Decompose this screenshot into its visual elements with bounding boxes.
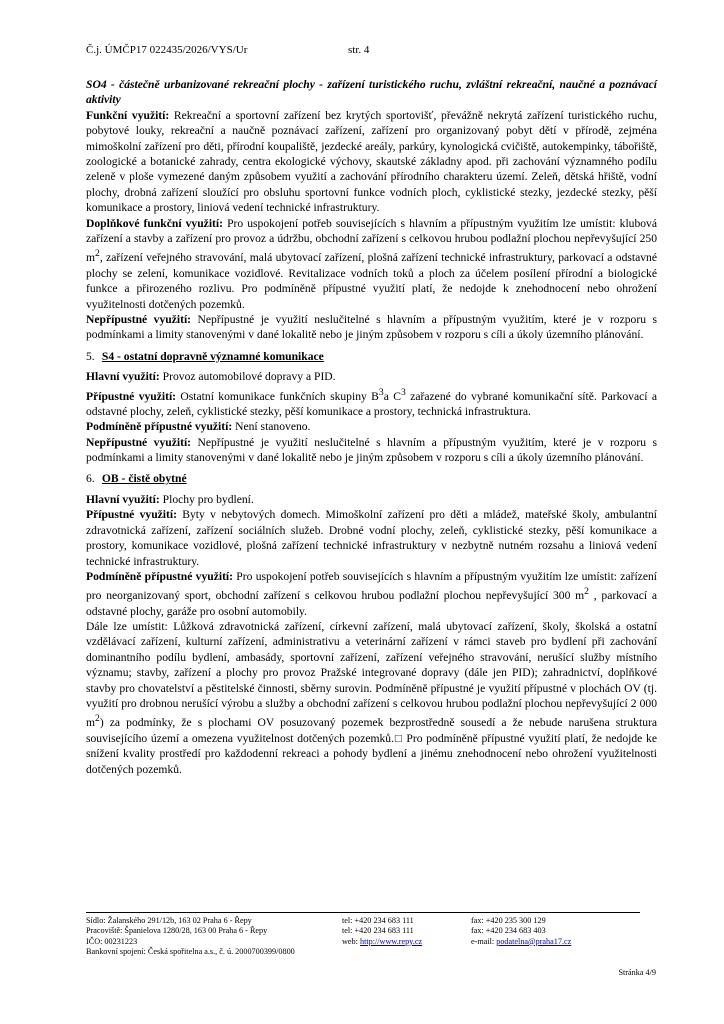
- footer-address-column: [86, 916, 295, 958]
- ob-podminene-text-a: Pro uspokojení potřeb souvisejících s hlavním a přípustným využitím lze umístit: zařízení pro neorganizovaný sport, obchodní zařízení s celkovou hrubou podlažní plochou nepřevyšující 300 m: [86, 569, 657, 603]
- so4-funkcni-label: Funkční využití:: [86, 108, 170, 122]
- s4-podminene-text: Není stanoveno.: [232, 420, 311, 434]
- s4-podminene-paragraph: [86, 419, 657, 434]
- s4-pripustne-text-b: a C: [383, 389, 402, 403]
- so4-nepripustne-label: Nepřípustné využití:: [86, 312, 192, 326]
- ob-dale-paragraph: [86, 619, 657, 777]
- document-body: [86, 77, 657, 777]
- so4-nepripustne-paragraph: [86, 312, 657, 343]
- footer-email-link[interactable]: podatelna@praha17.cz: [496, 936, 572, 946]
- footer-sidlo: Sídlo: Žalanského 291/12b, 163 02 Praha 6 - Řepy: [86, 916, 252, 925]
- s4-pripustne-sup-1: 3: [378, 386, 384, 398]
- ob-dale-text-b: ) za podmínky, že s plochami OV posuzovaný pozemek bezprostředně sousedí a že nebude narušena struktura souvisejícího území a omezena využitelnost dotčených pozemků.□ Pro podmíněně přípustné využití platí, že nedojde ke snížení kvality prostředí pro každodenní rekreaci a pohody bydlení a jinému znehodnocení nebo ohrožení využitelnosti dotčených pozemků.: [86, 716, 657, 776]
- footer-web-label: web:: [342, 936, 360, 946]
- footer-web: [342, 937, 422, 947]
- ob-pripustne-label: Přípustné využití:: [86, 508, 177, 522]
- ob-podminene-paragraph: [86, 569, 657, 619]
- s4-hlavni-paragraph: [86, 369, 657, 384]
- ob-podminene-sup: 2: [584, 586, 589, 598]
- page-number-top: str. 4: [348, 44, 370, 56]
- ob-hlavni-paragraph: [86, 492, 657, 507]
- so4-funkcni-text: Rekreační a sportovní zařízení bez krytých sportovišť, převážně nekrytá zařízení turistického ruchu, pobytové louky, rekreační a naučně poznávací zařízení, zařízení pro organizovaný pobyt dětí v přírodě, zejména mimoškolní zařízení pro děti, přírodní koupaliště, jezdecké areály, parkúry, kynologická cvičiště, autokempinky, tábořiště, zoologické a botanické zahrady, centra ekologické výchovy, skautské základny apod. při zachování významného podílu zeleně v ploše vymezené daným způsobem využití a zachování přírodního charakteru území. Zeleň, dětská hřiště, vodní plochy, drobná zařízení sloužící pro obsluhu sportovní funkce vodních ploch, cyklistické stezky, jezdecké stezky, pěší komunikace a prostory, liniová vedení technické infrastruktury.: [86, 108, 657, 215]
- s4-pripustne-label: Přípustné využití:: [86, 389, 177, 403]
- footer-web-link[interactable]: http://www.repy.cz: [359, 936, 423, 946]
- so4-title: SO4 - částečně urbanizované rekreační plochy - zařízení turistického ruchu, zvláštní rekreační, naučné a poznávací aktivity: [86, 78, 657, 107]
- ob-dale-text-a: Dále lze umístit: Lůžková zdravotnická zařízení, církevní zařízení, malá ubytovací zařízení, školy, školská a ostatní vzdělávací zařízení, kulturní zařízení, administrativu a veterinární zařízení v rámci staveb pro bydlení při zachování dominantního podílu bydlení, ambasády, sportovní zařízení, zařízení veřejného stravování, nerušící služby místního významu; stavby, zařízení a plochy pro provoz Pražské integrované dopravy (dále jen PID); zahradnictví, doplňkové stavby pro chovatelství a pěstitelské činnosti, sběrny surovin. Podmíněně přípustné je využití přípustné v plochách OV (tj. využití pro drobnou nerušící výrobu a služby a obchodní zařízení s celkovou hrubou podlažní plochou nepřevyšující 2 000 m: [86, 619, 657, 730]
- so4-doplnkove-text-b: , zařízení veřejného stravování, malá ubytovací zařízení, plošná zařízení technické infrastruktury, parkovací a odstavné plochy se zelení, komunikace vozidlové. Revitalizace vodních toků a ploch za účelem posílení přírodní a biologické funkce a přirozeného rozlivu. Pro podmíněně přípustné využití platí, že nedojde k znehodnocení nebo ohrožení využitelnosti dotčených pozemků.: [86, 251, 657, 311]
- s4-nepripustne-paragraph: [86, 435, 657, 466]
- s4-hlavni-text: Provoz automobilové dopravy a PID.: [159, 370, 336, 384]
- footer-fax-1: fax: +420 235 300 129: [471, 916, 546, 925]
- footer-bank: Bankovní spojení: Česká spořitelna a.s., č. ú. 2000700399/0800: [86, 947, 295, 957]
- footer-fax-2: fax: +420 234 683 403: [471, 926, 546, 936]
- footer-fax-column: [471, 916, 571, 947]
- s4-number: 5.: [86, 349, 95, 363]
- s4-podminene-label: Podmíněně přípustné využití:: [86, 420, 233, 434]
- footer-divider: [86, 912, 640, 913]
- s4-pripustne-text-c: zařazené do vybrané komunikační sítě. Parkovací a odstavné plochy, zeleň, cyklistické stezky, pěší komunikace a prostory, technická infrastruktura.: [86, 389, 658, 418]
- so4-nepripustne-text: Nepřípustné je využití neslučitelné s hlavním a přípustným využitím, které je v rozporu s podmínkami a limity stanovenými v dané lokalitě nebo je jiným způsobem v rozporu s cíli a úkoly územního plánování.: [86, 312, 658, 342]
- so4-doplnkove-text-a: Pro uspokojení potřeb souvisejících s hlavním a přípustným využitím lze umístit: klubová zařízení a stavby a zařízení pro provoz a údržbu, obchodní zařízení s celkovou hrubou podlažní plochou nepřevyšující 250 m: [86, 216, 657, 265]
- footer-ico: IČO: 00231223: [86, 936, 138, 946]
- s4-pripustne-paragraph: [86, 385, 657, 420]
- ob-heading: [86, 471, 657, 486]
- s4-pripustne-sup-2: 3: [401, 386, 406, 398]
- footer-pracoviste: Pracoviště: Španielova 1280/28, 163 00 Praha 6 - Řepy: [86, 926, 268, 936]
- ob-podminene-label: Podmíněně přípustné využití:: [86, 569, 234, 583]
- footer-email: [471, 937, 571, 947]
- s4-pripustne-text-a: Ostatní komunikace funkčních skupiny B: [176, 389, 379, 403]
- so4-doplnkove-paragraph: [86, 216, 657, 312]
- ob-pripustne-text: Byty v nebytových domech. Mimoškolní zařízení pro děti a mládež, mateřské školy, ambulantní zdravotnická zařízení, zařízení sociálních služeb. Drobné vodní plochy, zeleň, cyklistické stezky, pěší komunikace a prostory, komunikace vozidlové, plošná zařízení technické infrastruktury v nezbytně nutném rozsahu a liniová vedení technické infrastruktury.: [86, 508, 657, 568]
- ob-title: OB - čistě obytné: [101, 472, 187, 486]
- s4-nepripustne-text: Nepřípustné je využití neslučitelné s hlavním a přípustným využitím, které je v rozporu s podmínkami a limity stanovenými v dané lokalitě nebo je jiným způsobem v rozporu s cíli a úkoly územního plánování.: [86, 435, 658, 465]
- page-header: [86, 44, 646, 56]
- s4-title: S4 - ostatní dopravně významné komunikace: [101, 349, 324, 363]
- page-number-bottom: Stránka 4/9: [618, 968, 656, 977]
- footer-phone-column: [342, 916, 422, 947]
- footer-email-label: e-mail:: [471, 936, 497, 946]
- footer-tel-2: tel: +420 234 683 111: [342, 926, 414, 936]
- ob-hlavni-text: Plochy pro bydlení.: [159, 492, 254, 506]
- so4-doplnkove-sup: 2: [95, 248, 100, 260]
- ob-pripustne-paragraph: [86, 507, 657, 569]
- so4-doplnkove-label: Doplňkové funkční využití:: [86, 216, 223, 230]
- so4-funkcni-paragraph: [86, 108, 657, 216]
- s4-nepripustne-label: Nepřípustné využití:: [86, 435, 192, 449]
- ob-hlavni-label: Hlavní využití:: [86, 492, 160, 506]
- s4-heading: [86, 349, 657, 364]
- ob-podminene-text-b: , parkovací a odstavné plochy, garáže pro osobní automobily.: [86, 589, 657, 618]
- document-reference: Č.j. ÚMČP17 022435/2026/VYS/Ur: [86, 44, 248, 56]
- footer-tel-1: tel: +420 234 683 111: [342, 916, 414, 925]
- s4-hlavni-label: Hlavní využití:: [86, 370, 160, 384]
- ob-number: 6.: [86, 472, 95, 486]
- ob-dale-sup: 2: [95, 713, 100, 725]
